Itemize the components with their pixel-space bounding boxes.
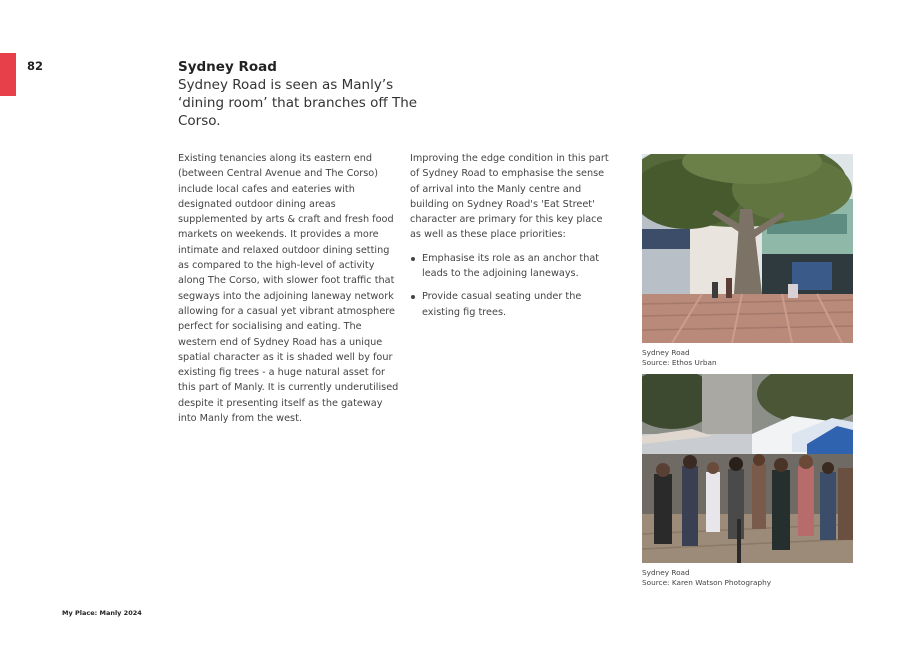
caption-title: Sydney Road <box>642 568 690 577</box>
photo-caption <box>642 568 771 587</box>
priorities-list <box>410 251 615 320</box>
section-title: Sydney Road <box>178 59 277 75</box>
document-footer: My Place: Manly 2024 <box>62 609 142 617</box>
fig-tree-plaza-photo <box>642 154 853 343</box>
street-market-photo <box>642 374 853 563</box>
caption-source: Source: Karen Watson Photography <box>642 577 772 587</box>
intro-paragraph: Improving the edge condition in this part of Sydney Road to emphasise the sense of arrival into the Manly centre and building on Sydney Road's 'Eat Street' character are primary for this key place as well as these place priorities: <box>410 153 609 241</box>
text-column-left <box>178 151 400 426</box>
section-subtitle: Sydney Road is seen as Manly’s ‘dining room’ that branches off The Corso. <box>178 77 418 129</box>
photo-caption <box>642 348 717 367</box>
list-item: Emphasise its role as an anchor that leads to the adjoining laneways. <box>410 251 615 282</box>
text-column-middle <box>410 151 615 328</box>
caption-title: Sydney Road <box>642 348 690 357</box>
page-tab-marker <box>0 53 16 96</box>
section-heading <box>178 59 438 130</box>
list-item: Provide casual seating under the existing fig trees. <box>410 289 615 320</box>
body-paragraph: Existing tenancies along its eastern end (between Central Avenue and The Corso) include local cafes and eateries with designated outdoor dining areas supplemented by arts & craft and fresh food markets on weekends. It provides a more intimate and relaxed outdoor dining setting as compared to the high-level of activity along The Corso, with slower foot traffic that segways into the adjoining laneway network allowing for a casual yet vibrant atmosphere perfect for socialising and eating. The western end of Sydney Road has a unique spatial character as it is shaded well by four existing fig trees - a huge natural asset for this part of Manly. It is currently underutilised despite it presenting itself as the gateway into Manly from the west. <box>178 153 399 425</box>
page-number: 82 <box>27 59 44 73</box>
caption-source: Source: Ethos Urban <box>642 357 717 367</box>
